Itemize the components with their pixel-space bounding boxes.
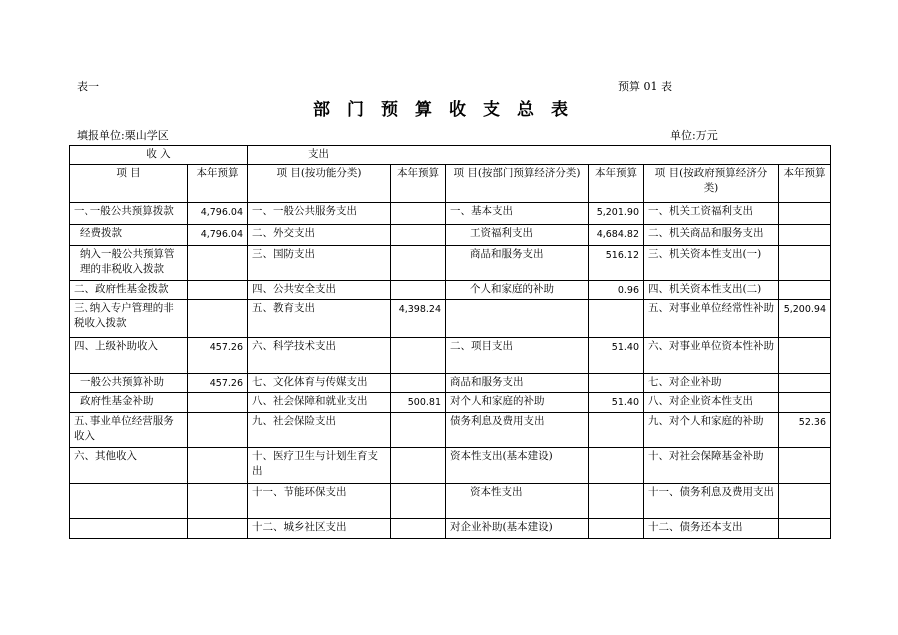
dept-item-cell: 工资福利支出 bbox=[446, 225, 589, 246]
gov-item-header: 项 目(按政府预算经济分类) bbox=[644, 165, 779, 203]
dept-budget-cell bbox=[589, 374, 644, 393]
functional-item-cell: 七、文化体育与传媒支出 bbox=[248, 374, 391, 393]
income-item-header: 项 目 bbox=[70, 165, 188, 203]
dept-item-cell: 个人和家庭的补助 bbox=[446, 281, 589, 300]
functional-budget-cell bbox=[391, 448, 446, 484]
gov-budget-cell bbox=[779, 338, 831, 374]
dept-budget-cell bbox=[589, 300, 644, 338]
gov-budget-cell: 52.36 bbox=[779, 413, 831, 448]
currency-unit: 单位:万元 bbox=[670, 129, 718, 142]
functional-item-cell: 十二、城乡社区支出 bbox=[248, 519, 391, 539]
gov-budget-cell bbox=[779, 393, 831, 413]
income-item-cell bbox=[70, 484, 188, 519]
gov-budget-cell bbox=[779, 203, 831, 225]
gov-item-cell: 十、对社会保障基金补助 bbox=[644, 448, 779, 484]
functional-item-cell: 四、公共安全支出 bbox=[248, 281, 391, 300]
budget-form-code: 预算 01 表 bbox=[618, 80, 672, 93]
functional-item-cell: 九、社会保险支出 bbox=[248, 413, 391, 448]
gov-item-cell: 九、对个人和家庭的补助 bbox=[644, 413, 779, 448]
table-row bbox=[70, 484, 831, 519]
budget-summary-table bbox=[69, 145, 831, 539]
gov-item-cell: 一、机关工资福利支出 bbox=[644, 203, 779, 225]
gov-budget-cell: 5,200.94 bbox=[779, 300, 831, 338]
dept-item-cell: 对个人和家庭的补助 bbox=[446, 393, 589, 413]
income-item-cell: 三､纳入专户管理的非税收入拨款 bbox=[70, 300, 188, 338]
reporting-unit: 填报单位:栗山学区 bbox=[77, 129, 169, 142]
gov-item-cell: 五、对事业单位经常性补助 bbox=[644, 300, 779, 338]
functional-budget-cell: 500.81 bbox=[391, 393, 446, 413]
dept-item-cell: 商品和服务支出 bbox=[446, 374, 589, 393]
dept-item-header: 项 目(按部门预算经济分类) bbox=[446, 165, 589, 203]
income-item-cell: 政府性基金补助 bbox=[70, 393, 188, 413]
functional-item-header: 项 目(按功能分类) bbox=[248, 165, 391, 203]
income-item-cell bbox=[70, 519, 188, 539]
functional-item-cell: 一、一般公共服务支出 bbox=[248, 203, 391, 225]
income-budget-cell bbox=[188, 519, 248, 539]
income-item-cell: 五､事业单位经营服务收入 bbox=[70, 413, 188, 448]
income-budget-header: 本年预算 bbox=[188, 165, 248, 203]
functional-item-cell: 八、社会保障和就业支出 bbox=[248, 393, 391, 413]
gov-item-cell: 十二、债务还本支出 bbox=[644, 519, 779, 539]
income-budget-cell bbox=[188, 484, 248, 519]
income-budget-cell bbox=[188, 300, 248, 338]
table-number-label: 表一 bbox=[77, 80, 99, 93]
income-budget-cell: 4,796.04 bbox=[188, 203, 248, 225]
table-row bbox=[70, 338, 831, 374]
dept-item-cell: 一、基本支出 bbox=[446, 203, 589, 225]
income-item-cell: 纳入一般公共预算管理的非税收入拨款 bbox=[70, 246, 188, 281]
income-budget-cell bbox=[188, 246, 248, 281]
gov-budget-header: 本年预算 bbox=[779, 165, 831, 203]
table-row bbox=[70, 448, 831, 484]
page-title: 部门预算收支总表 bbox=[313, 100, 585, 120]
table-row bbox=[70, 281, 831, 300]
functional-item-cell: 十、医疗卫生与计划生育支出 bbox=[248, 448, 391, 484]
income-budget-cell bbox=[188, 413, 248, 448]
dept-budget-cell bbox=[589, 413, 644, 448]
table-row bbox=[70, 246, 831, 281]
table-row bbox=[70, 393, 831, 413]
income-item-cell: 二、政府性基金拨款 bbox=[70, 281, 188, 300]
expense-section-header: 支出 bbox=[248, 146, 831, 165]
gov-item-cell: 六、对事业单位资本性补助 bbox=[644, 338, 779, 374]
gov-item-cell: 二、机关商品和服务支出 bbox=[644, 225, 779, 246]
dept-item-cell bbox=[446, 300, 589, 338]
functional-budget-cell bbox=[391, 203, 446, 225]
income-budget-cell bbox=[188, 281, 248, 300]
functional-budget-cell bbox=[391, 374, 446, 393]
income-budget-cell bbox=[188, 393, 248, 413]
functional-budget-cell bbox=[391, 246, 446, 281]
functional-budget-cell bbox=[391, 484, 446, 519]
gov-item-cell: 七、对企业补助 bbox=[644, 374, 779, 393]
dept-item-cell: 对企业补助(基本建设) bbox=[446, 519, 589, 539]
table-row bbox=[70, 225, 831, 246]
dept-budget-header: 本年预算 bbox=[589, 165, 644, 203]
income-item-cell: 四、上级补助收入 bbox=[70, 338, 188, 374]
gov-budget-cell bbox=[779, 374, 831, 393]
income-budget-cell: 4,796.04 bbox=[188, 225, 248, 246]
dept-item-cell: 资本性支出 bbox=[446, 484, 589, 519]
gov-item-cell: 三、机关资本性支出(一) bbox=[644, 246, 779, 281]
table-row bbox=[70, 300, 831, 338]
gov-item-cell: 十一、债务利息及费用支出 bbox=[644, 484, 779, 519]
functional-budget-cell bbox=[391, 281, 446, 300]
functional-budget-cell bbox=[391, 413, 446, 448]
gov-budget-cell bbox=[779, 519, 831, 539]
functional-item-cell: 二、外交支出 bbox=[248, 225, 391, 246]
table-row bbox=[70, 519, 831, 539]
gov-budget-cell bbox=[779, 246, 831, 281]
income-item-cell: 六、其他收入 bbox=[70, 448, 188, 484]
dept-item-cell: 债务利息及费用支出 bbox=[446, 413, 589, 448]
gov-item-cell: 八、对企业资本性支出 bbox=[644, 393, 779, 413]
income-budget-cell: 457.26 bbox=[188, 338, 248, 374]
functional-budget-cell bbox=[391, 519, 446, 539]
dept-item-cell: 商品和服务支出 bbox=[446, 246, 589, 281]
functional-budget-cell bbox=[391, 338, 446, 374]
functional-item-cell: 三、国防支出 bbox=[248, 246, 391, 281]
functional-budget-cell bbox=[391, 225, 446, 246]
functional-budget-header: 本年预算 bbox=[391, 165, 446, 203]
functional-item-cell: 五、教育支出 bbox=[248, 300, 391, 338]
functional-budget-cell: 4,398.24 bbox=[391, 300, 446, 338]
table-row bbox=[70, 374, 831, 393]
table-row bbox=[70, 203, 831, 225]
income-item-cell: 一､一般公共预算拨款 bbox=[70, 203, 188, 225]
dept-budget-cell bbox=[589, 448, 644, 484]
dept-budget-cell: 51.40 bbox=[589, 393, 644, 413]
dept-budget-cell: 4,684.82 bbox=[589, 225, 644, 246]
gov-budget-cell bbox=[779, 225, 831, 246]
income-item-cell: 经费拨款 bbox=[70, 225, 188, 246]
functional-item-cell: 六、科学技术支出 bbox=[248, 338, 391, 374]
income-budget-cell bbox=[188, 448, 248, 484]
dept-budget-cell: 0.96 bbox=[589, 281, 644, 300]
gov-item-cell: 四、机关资本性支出(二) bbox=[644, 281, 779, 300]
dept-budget-cell: 51.40 bbox=[589, 338, 644, 374]
table-body bbox=[70, 203, 831, 539]
dept-budget-cell: 516.12 bbox=[589, 246, 644, 281]
income-item-cell: 一般公共预算补助 bbox=[70, 374, 188, 393]
gov-budget-cell bbox=[779, 484, 831, 519]
gov-budget-cell bbox=[779, 448, 831, 484]
functional-item-cell: 十一、节能环保支出 bbox=[248, 484, 391, 519]
income-budget-cell: 457.26 bbox=[188, 374, 248, 393]
table-row bbox=[70, 413, 831, 448]
dept-item-cell: 资本性支出(基本建设) bbox=[446, 448, 589, 484]
dept-budget-cell: 5,201.90 bbox=[589, 203, 644, 225]
dept-item-cell: 二、项目支出 bbox=[446, 338, 589, 374]
dept-budget-cell bbox=[589, 519, 644, 539]
income-section-header: 收 入 bbox=[70, 146, 248, 165]
gov-budget-cell bbox=[779, 281, 831, 300]
dept-budget-cell bbox=[589, 484, 644, 519]
